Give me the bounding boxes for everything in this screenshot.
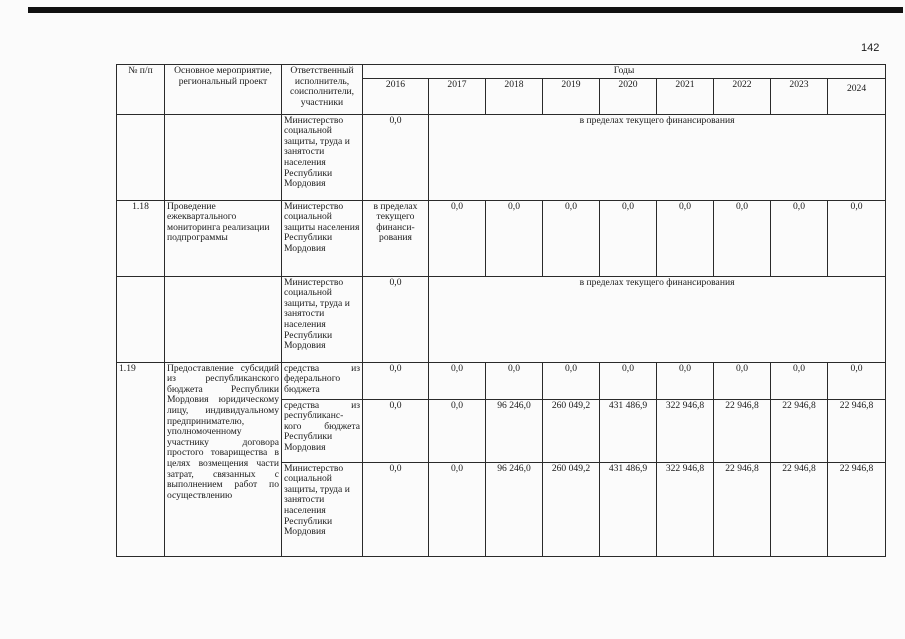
cell-value: 0,0 <box>828 362 886 399</box>
cell-executor: средства из федерального бюджета <box>282 362 363 399</box>
header-year: 2016 <box>363 78 429 114</box>
cell-value: 0,0 <box>657 200 714 276</box>
cell-value-2016: 0,0 <box>363 276 429 362</box>
budget-table <box>116 64 886 557</box>
cell-event <box>165 276 282 362</box>
cell-value: 431 486,9 <box>600 399 657 462</box>
cell-value: 0,0 <box>771 200 828 276</box>
header-executor: Ответственный исполнитель, соисполнители, участники <box>282 65 363 115</box>
cell-value: 0,0 <box>429 200 486 276</box>
header-year: 2024 <box>828 78 886 114</box>
cell-value-2016: 0,0 <box>363 114 429 200</box>
cell-event <box>165 114 282 200</box>
cell-value: 0,0 <box>600 200 657 276</box>
cell-value: 0,0 <box>486 200 543 276</box>
header-year: 2017 <box>429 78 486 114</box>
cell-value: 0,0 <box>657 362 714 399</box>
cell-value: 322 946,8 <box>657 399 714 462</box>
cell-value: 260 049,2 <box>543 399 600 462</box>
table-row <box>117 276 886 362</box>
cell-value: 0,0 <box>828 200 886 276</box>
cell-value: 96 246,0 <box>486 399 543 462</box>
cell-num: 1.19 <box>117 362 165 556</box>
cell-merged-note: в пределах текущего финансирования <box>429 114 886 200</box>
cell-executor: Министерство социальной защиты, труда и занятости населения Республики Мордовия <box>282 114 363 200</box>
cell-value: 0,0 <box>429 399 486 462</box>
header-year: 2022 <box>714 78 771 114</box>
cell-value: 260 049,2 <box>543 462 600 556</box>
cell-value: 96 246,0 <box>486 462 543 556</box>
cell-event: Проведение ежеквартального мониторинга реализации подпрограммы <box>165 200 282 276</box>
cell-num <box>117 276 165 362</box>
cell-value: 0,0 <box>543 362 600 399</box>
cell-value: 0,0 <box>363 462 429 556</box>
header-year: 2023 <box>771 78 828 114</box>
cell-value: 0,0 <box>714 362 771 399</box>
cell-num: 1.18 <box>117 200 165 276</box>
cell-value: 322 946,8 <box>657 462 714 556</box>
header-years-label: Годы <box>363 65 886 79</box>
cell-value: 22 946,8 <box>714 462 771 556</box>
header-event: Основное мероприятие, региональный проект <box>165 65 282 115</box>
cell-merged-note: в пределах текущего финансирования <box>429 276 886 362</box>
cell-executor: Министерство социальной защиты населения Республики Мордовия <box>282 200 363 276</box>
header-num: № п/п <box>117 65 165 115</box>
table-row <box>117 114 886 200</box>
table-row <box>117 200 886 276</box>
cell-value: 0,0 <box>600 362 657 399</box>
cell-value: 22 946,8 <box>828 399 886 462</box>
cell-value: 0,0 <box>543 200 600 276</box>
cell-value: 0,0 <box>363 399 429 462</box>
header-year: 2021 <box>657 78 714 114</box>
page-number: 142 <box>861 42 880 54</box>
cell-value: 22 946,8 <box>771 399 828 462</box>
cell-value: 0,0 <box>714 200 771 276</box>
cell-value: 0,0 <box>429 462 486 556</box>
scan-top-border <box>28 7 903 13</box>
cell-executor: средства из республиканс-кого бюджета Республики Мордовия <box>282 399 363 462</box>
header-year: 2018 <box>486 78 543 114</box>
cell-value: 0,0 <box>363 362 429 399</box>
cell-value: 431 486,9 <box>600 462 657 556</box>
cell-executor: Министерство социальной защиты, труда и занятости населения Республики Мордовия <box>282 276 363 362</box>
cell-value: 0,0 <box>429 362 486 399</box>
table-row <box>117 362 886 399</box>
header-year: 2019 <box>543 78 600 114</box>
cell-value-2016: в пределах текущего финанси-рования <box>363 200 429 276</box>
cell-executor: Министерство социальной защиты, труда и занятости населения Республики Мордовия <box>282 462 363 556</box>
cell-value: 22 946,8 <box>714 399 771 462</box>
cell-value: 0,0 <box>771 362 828 399</box>
cell-value: 0,0 <box>486 362 543 399</box>
cell-event: Предоставление субсидий из республиканского бюджета Республики Мордовия юридическому лицу, индивидуальному предпринимателю, уполномоченному участнику договора простого товарищества в целях возмещения части затрат, связанных с выполнением работ по осуществлению <box>165 362 282 556</box>
cell-value: 22 946,8 <box>828 462 886 556</box>
cell-value: 22 946,8 <box>771 462 828 556</box>
header-year: 2020 <box>600 78 657 114</box>
header-row <box>117 65 886 79</box>
cell-num <box>117 114 165 200</box>
